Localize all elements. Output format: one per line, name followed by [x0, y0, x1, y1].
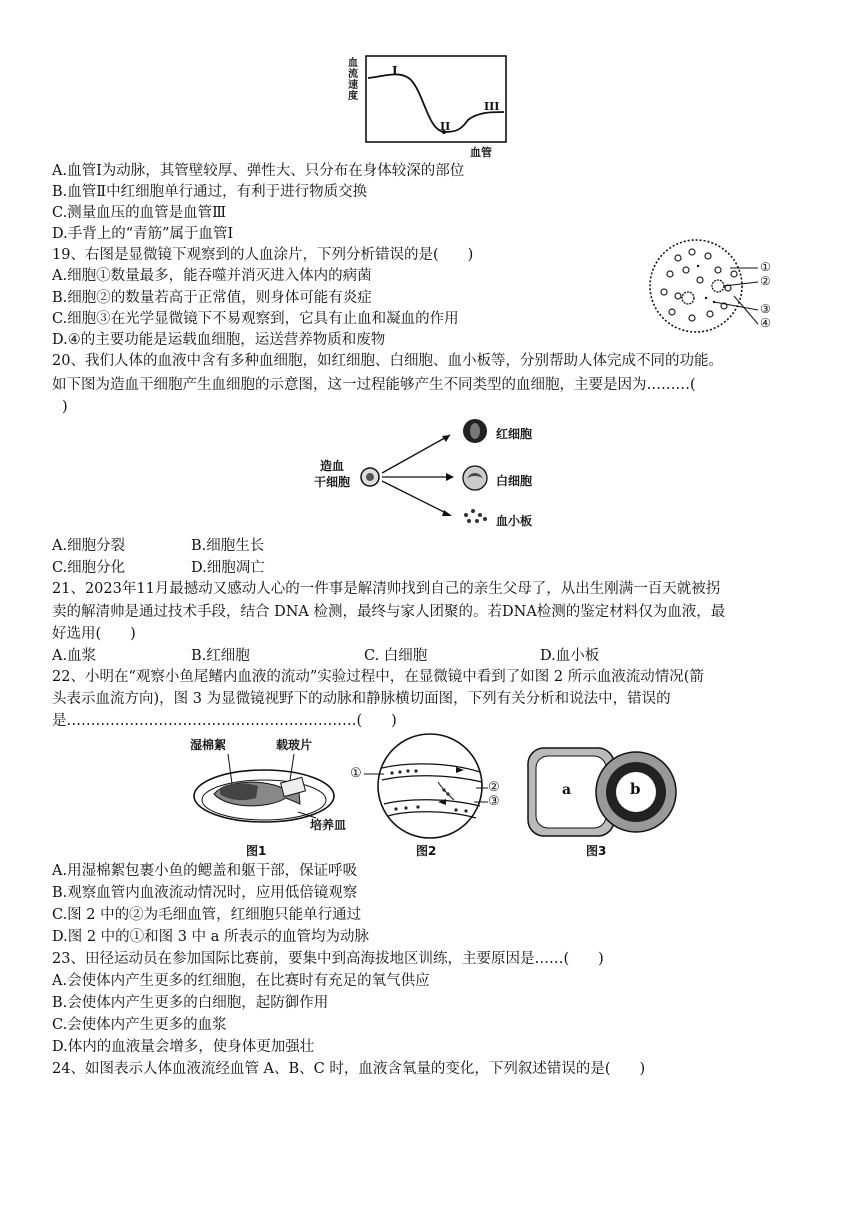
fig1-label-dish: 培养皿 — [310, 818, 347, 832]
q22-option-c: C.图 2 中的②为毛细血管，红细胞只能单行通过 — [52, 907, 362, 923]
fig3-caption: 图3 — [586, 844, 607, 858]
platelet-glyph — [464, 509, 487, 523]
q20-stem-1: 20、我们人体的血液中含有多种血细胞，如红细胞、白细胞、血小板等，分别帮助人体完成不同的功能。 — [52, 353, 723, 369]
q24-stem: 24、如图表示人体血液流经血管 A、B、C 时，血液含氧量的变化，下列叙述错误的是( ) — [52, 1061, 646, 1077]
q18-option-b: B.血管Ⅱ中红细胞单行通过，有利于进行物质交换 — [52, 184, 368, 200]
flow-ylabel-1: 血流速度 — [348, 58, 358, 102]
smear-label-4: ④ — [760, 316, 771, 330]
flow-speed-figure — [346, 52, 516, 160]
fig3-label-a: a — [562, 782, 572, 798]
stem-cell-figure — [314, 415, 550, 530]
fig2-label-3: ③ — [488, 794, 500, 809]
q22-stem-3: 是……………………………………………………( ) — [52, 713, 397, 729]
smear-label-1: ① — [760, 260, 771, 274]
q23-option-b: B.会使体内产生更多的白细胞，起防御作用 — [52, 995, 329, 1011]
q20-option-c: C.细胞分化 — [52, 560, 126, 576]
q21-option-c: C. 白细胞 — [364, 648, 428, 664]
q23-stem: 23、田径运动员在参加国际比赛前，要集中到高海拔地区训练，主要原因是……( ) — [52, 951, 604, 967]
q23-option-c: C.会使体内产生更多的血浆 — [52, 1017, 227, 1033]
q23-option-d: D.体内的血液量会增多，使身体更加强壮 — [52, 1039, 315, 1055]
flow-label-II: II — [440, 120, 451, 133]
graph-frame — [366, 56, 506, 142]
fig2-caption: 图2 — [416, 844, 437, 858]
q18-option-a: A.血管Ⅰ为动脉，其管壁较厚、弹性大、只分布在身体较深的部位 — [52, 163, 465, 179]
q21-option-d: D.血小板 — [540, 648, 600, 664]
fig2-label-1: ① — [350, 766, 362, 781]
flow-xlabel: 血管 — [470, 146, 492, 159]
q18-option-c: C.测量血压的血管是血管Ⅲ — [52, 205, 227, 221]
target-platelet: 血小板 — [496, 514, 533, 528]
smear-label-2: ② — [760, 274, 771, 288]
q20-stem-3: ) — [62, 399, 68, 415]
q23-option-a: A.会使体内产生更多的红细胞，在比赛时有充足的氧气供应 — [52, 973, 430, 989]
q19-option-c: C.细胞③在光学显微镜下不易观察到，它具有止血和凝血的作用 — [52, 311, 459, 327]
q20-option-b: B.细胞生长 — [191, 538, 265, 554]
white-cell-glyph — [463, 466, 487, 490]
smear-label-3: ③ — [760, 302, 771, 316]
q20-option-a: A.细胞分裂 — [52, 538, 126, 554]
q19-option-b: B.细胞②的数量若高于正常值，则身体可能有炎症 — [52, 290, 372, 306]
q19-option-a: A.细胞①数量最多，能吞噬并消灭进入体内的病菌 — [52, 268, 372, 284]
blood-smear-figure — [648, 236, 778, 336]
flow-label-I: I — [392, 64, 398, 78]
source-label-1: 造血 — [320, 459, 345, 473]
q21-stem-2: 卖的解清帅是通过技术手段，结合 DNA 检测，最终与家人团聚的。若DNA检测的鉴定材料仅为血液，最 — [52, 604, 726, 620]
q22-option-a: A.用湿棉絮包裹小鱼的鳃盖和躯干部，保证呼吸 — [52, 863, 358, 879]
q20-stem-2: 如下图为造血干细胞产生血细胞的示意图，这一过程能够产生不同类型的血细胞，主要是因为………( — [52, 377, 696, 393]
flow-label-III: III — [484, 100, 500, 113]
q21-stem-3: 好选用( ) — [52, 626, 136, 642]
q18-option-d: D.手背上的“青筋”属于血管Ⅰ — [52, 226, 234, 242]
q20-option-d: D.细胞凋亡 — [191, 560, 265, 576]
fish-tail-microscope-figure — [348, 732, 508, 860]
q19-stem: 19、右图是显微镜下观察到的人血涂片，下列分析错误的是( ) — [52, 247, 474, 263]
q22-stem-1: 22、小明在“观察小鱼尾鳍内血液的流动”实验过程中，在显微镜中看到了如图 2 所示血液流动情况(箭 — [52, 669, 704, 685]
q21-option-b: B.红细胞 — [191, 648, 250, 664]
fig2-label-2: ② — [488, 780, 500, 795]
q22-option-b: B.观察血管内血液流动情况时，应用低倍镜观察 — [52, 885, 358, 901]
fig3-label-b: b — [630, 780, 641, 798]
target-white-cell: 白细胞 — [496, 474, 533, 488]
q19-option-d: D.④的主要功能是运载血细胞，运送营养物质和废物 — [52, 332, 386, 348]
vessel-cross-section-figure — [522, 736, 682, 860]
fig1-caption: 图1 — [246, 844, 267, 858]
target-red-cell: 红细胞 — [496, 427, 533, 441]
fig1-label-slide: 载玻片 — [276, 738, 313, 752]
microscope-view-drawing — [348, 732, 508, 860]
fish-dish-figure — [186, 732, 346, 860]
q22-stem-2: 头表示血流方向)，图 3 为显微镜视野下的动脉和静脉横切面图，下列有关分析和说法中，错误的 — [52, 691, 671, 707]
q21-stem-1: 21、2023年11月最撼动又感动人心的一件事是解清帅找到自己的亲生父母了，从出生刚满一百天就被拐 — [52, 581, 721, 597]
blood-smear-drawing — [648, 236, 778, 336]
source-label-2: 干细胞 — [314, 475, 351, 489]
q21-option-a: A.血浆 — [52, 648, 97, 664]
q22-option-d: D.图 2 中的①和图 3 中 a 所表示的血管均为动脉 — [52, 929, 369, 945]
fig1-label-cotton: 湿棉絮 — [190, 738, 227, 752]
